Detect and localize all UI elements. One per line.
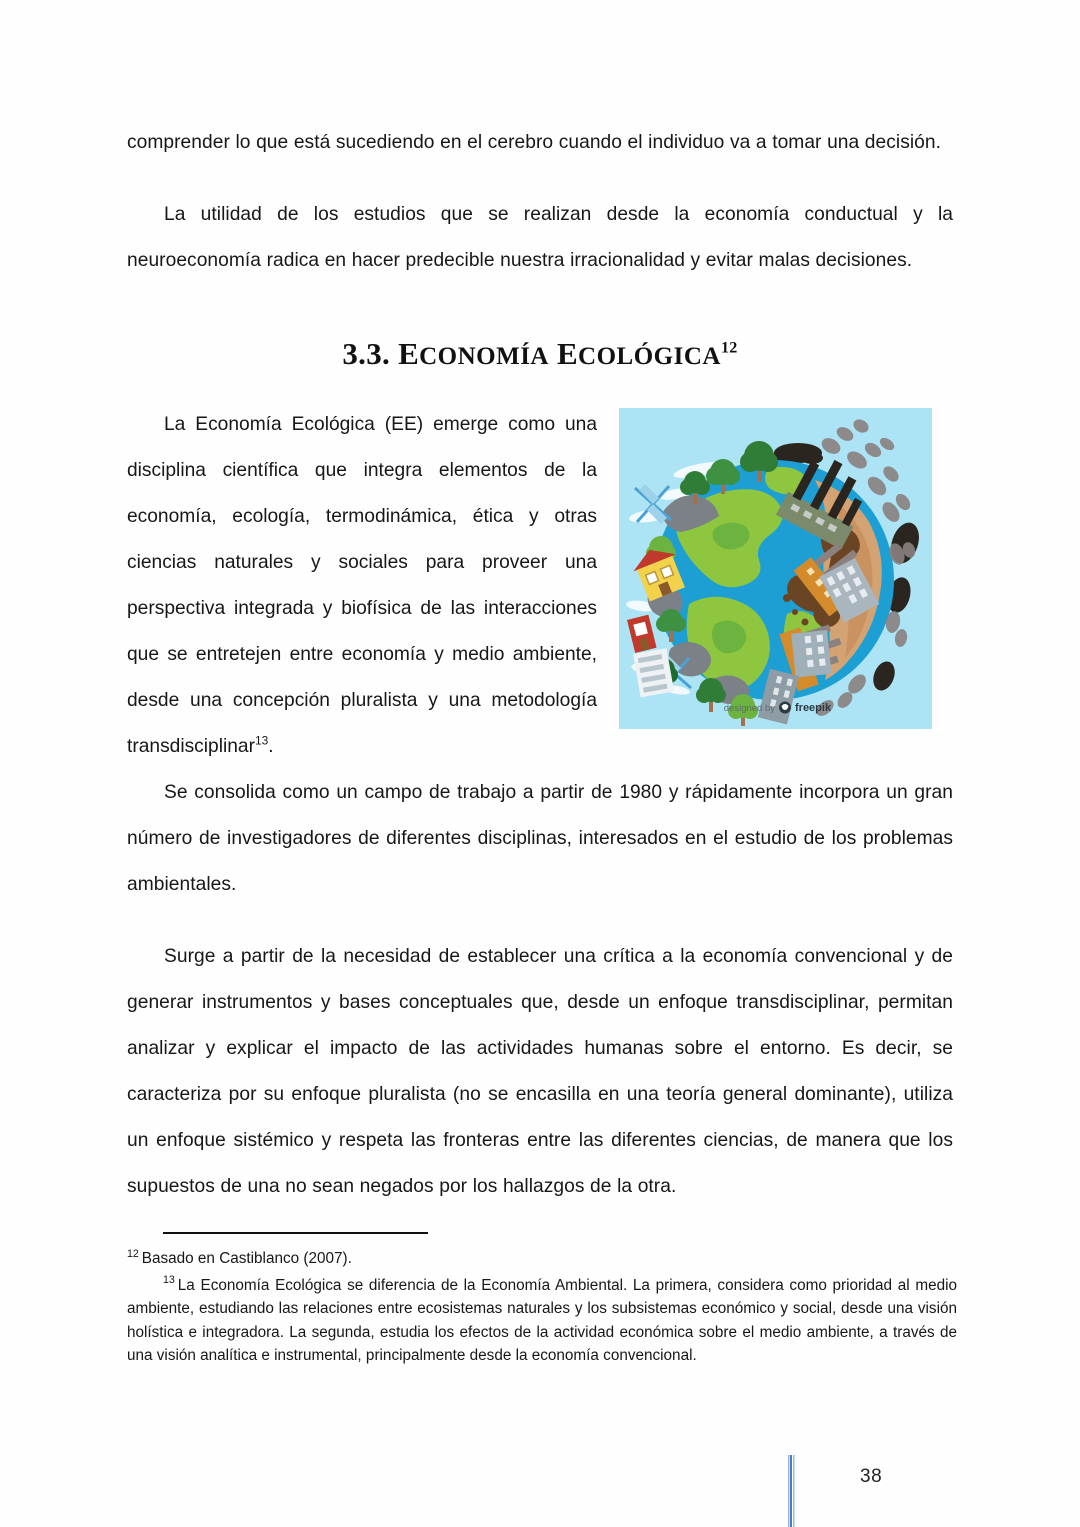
paragraph-3-text: La Economía Ecológica (EE) emerge como una disciplina científica que integra elementos de la economía, ecología, termodinámica, ética y otras ciencias naturales y sociales para proveer una perspectiva integrada y biofísica de las interacciones que se entretejen entre economía y medio ambiente, desde una concepción pluralista y una metodología transdisciplinar bbox=[127, 414, 597, 757]
paragraph-spacer-2 bbox=[127, 908, 953, 934]
paragraph-3-footnote-marker: 13 bbox=[254, 733, 269, 748]
footnote-separator-rule bbox=[163, 1232, 428, 1234]
footnote-13-text: La Economía Ecológica se diferencia de la Economía Ambiental. La primera, considera como prioridad al medio ambiente, estudiando las relaciones entre ecosistemas naturales y los subsistemas económico y social, desde una visión holística e integradora. La segunda, estudia los efectos de la actividad económica sobre el medio ambiente, a través de una visión analítica e instrumental, principalmente desde la economía convencional. bbox=[127, 1276, 957, 1364]
heading-word2-first: E bbox=[557, 336, 579, 371]
paragraph-5: Surge a partir de la necesidad de establecer una crítica a la economía convencional y de generar instrumentos y bases conceptuales que, desde un enfoque transdisciplinar, permitan analizar y explicar el impacto de las actividades humanas sobre el entorno. Es decir, se caracteriza por su enfoque pluralista (no se encasilla en una teoría general dominante), utiliza un enfoque sistémico y respeta las fronteras entre las diferentes ciencias, de manera que los supuestos de una no sean negados por los hallazgos de la otra. bbox=[127, 946, 953, 1197]
footnote-12-number: 12 bbox=[127, 1247, 139, 1260]
paragraph-4: Se consolida como un campo de trabajo a partir de 1980 y rápidamente incorpora un gran número de investigadores de diferentes disciplinas, interesados en el estudio de los problemas ambientales. bbox=[127, 782, 953, 895]
heading-number: 3.3. bbox=[342, 336, 391, 371]
heading-footnote-marker: 12 bbox=[720, 339, 738, 357]
footer-blue-rule bbox=[787, 1455, 795, 1527]
earth-ecology-illustration bbox=[619, 408, 932, 729]
paragraph-1: comprender lo que está sucediendo en el cerebro cuando el individuo va a tomar una decisión. bbox=[127, 132, 941, 153]
footnote-12-text: Basado en Castiblanco (2007). bbox=[141, 1250, 352, 1267]
footnotes-section bbox=[127, 1232, 957, 1371]
page-title bbox=[342, 336, 737, 372]
paragraph-spacer bbox=[127, 166, 953, 192]
figure-caption-prefix: designed by bbox=[723, 703, 775, 714]
footnote-12 bbox=[127, 1247, 957, 1271]
earth-illustration-svg bbox=[619, 408, 932, 729]
figure-caption-brand: freepik bbox=[795, 702, 832, 714]
paragraph-3-tail: . bbox=[268, 736, 274, 757]
paragraph-2: La utilidad de los estudios que se realizan desde la economía conductual y la neuroeconomía radica en hacer predecible nuestra irracionalidad y evitar malas decisiones. bbox=[127, 204, 953, 271]
heading-word1-rest: CONOMÍA bbox=[419, 343, 549, 370]
figure-and-text-block bbox=[127, 402, 953, 770]
page-content bbox=[127, 120, 953, 1210]
footnote-13 bbox=[127, 1274, 957, 1368]
heading-word2-rest: COLÓGICA bbox=[578, 343, 721, 370]
section-heading-wrap bbox=[127, 336, 953, 372]
heading-word1-first: E bbox=[398, 336, 420, 371]
page-number: 38 bbox=[860, 1466, 883, 1487]
footnote-13-number: 13 bbox=[163, 1274, 175, 1287]
